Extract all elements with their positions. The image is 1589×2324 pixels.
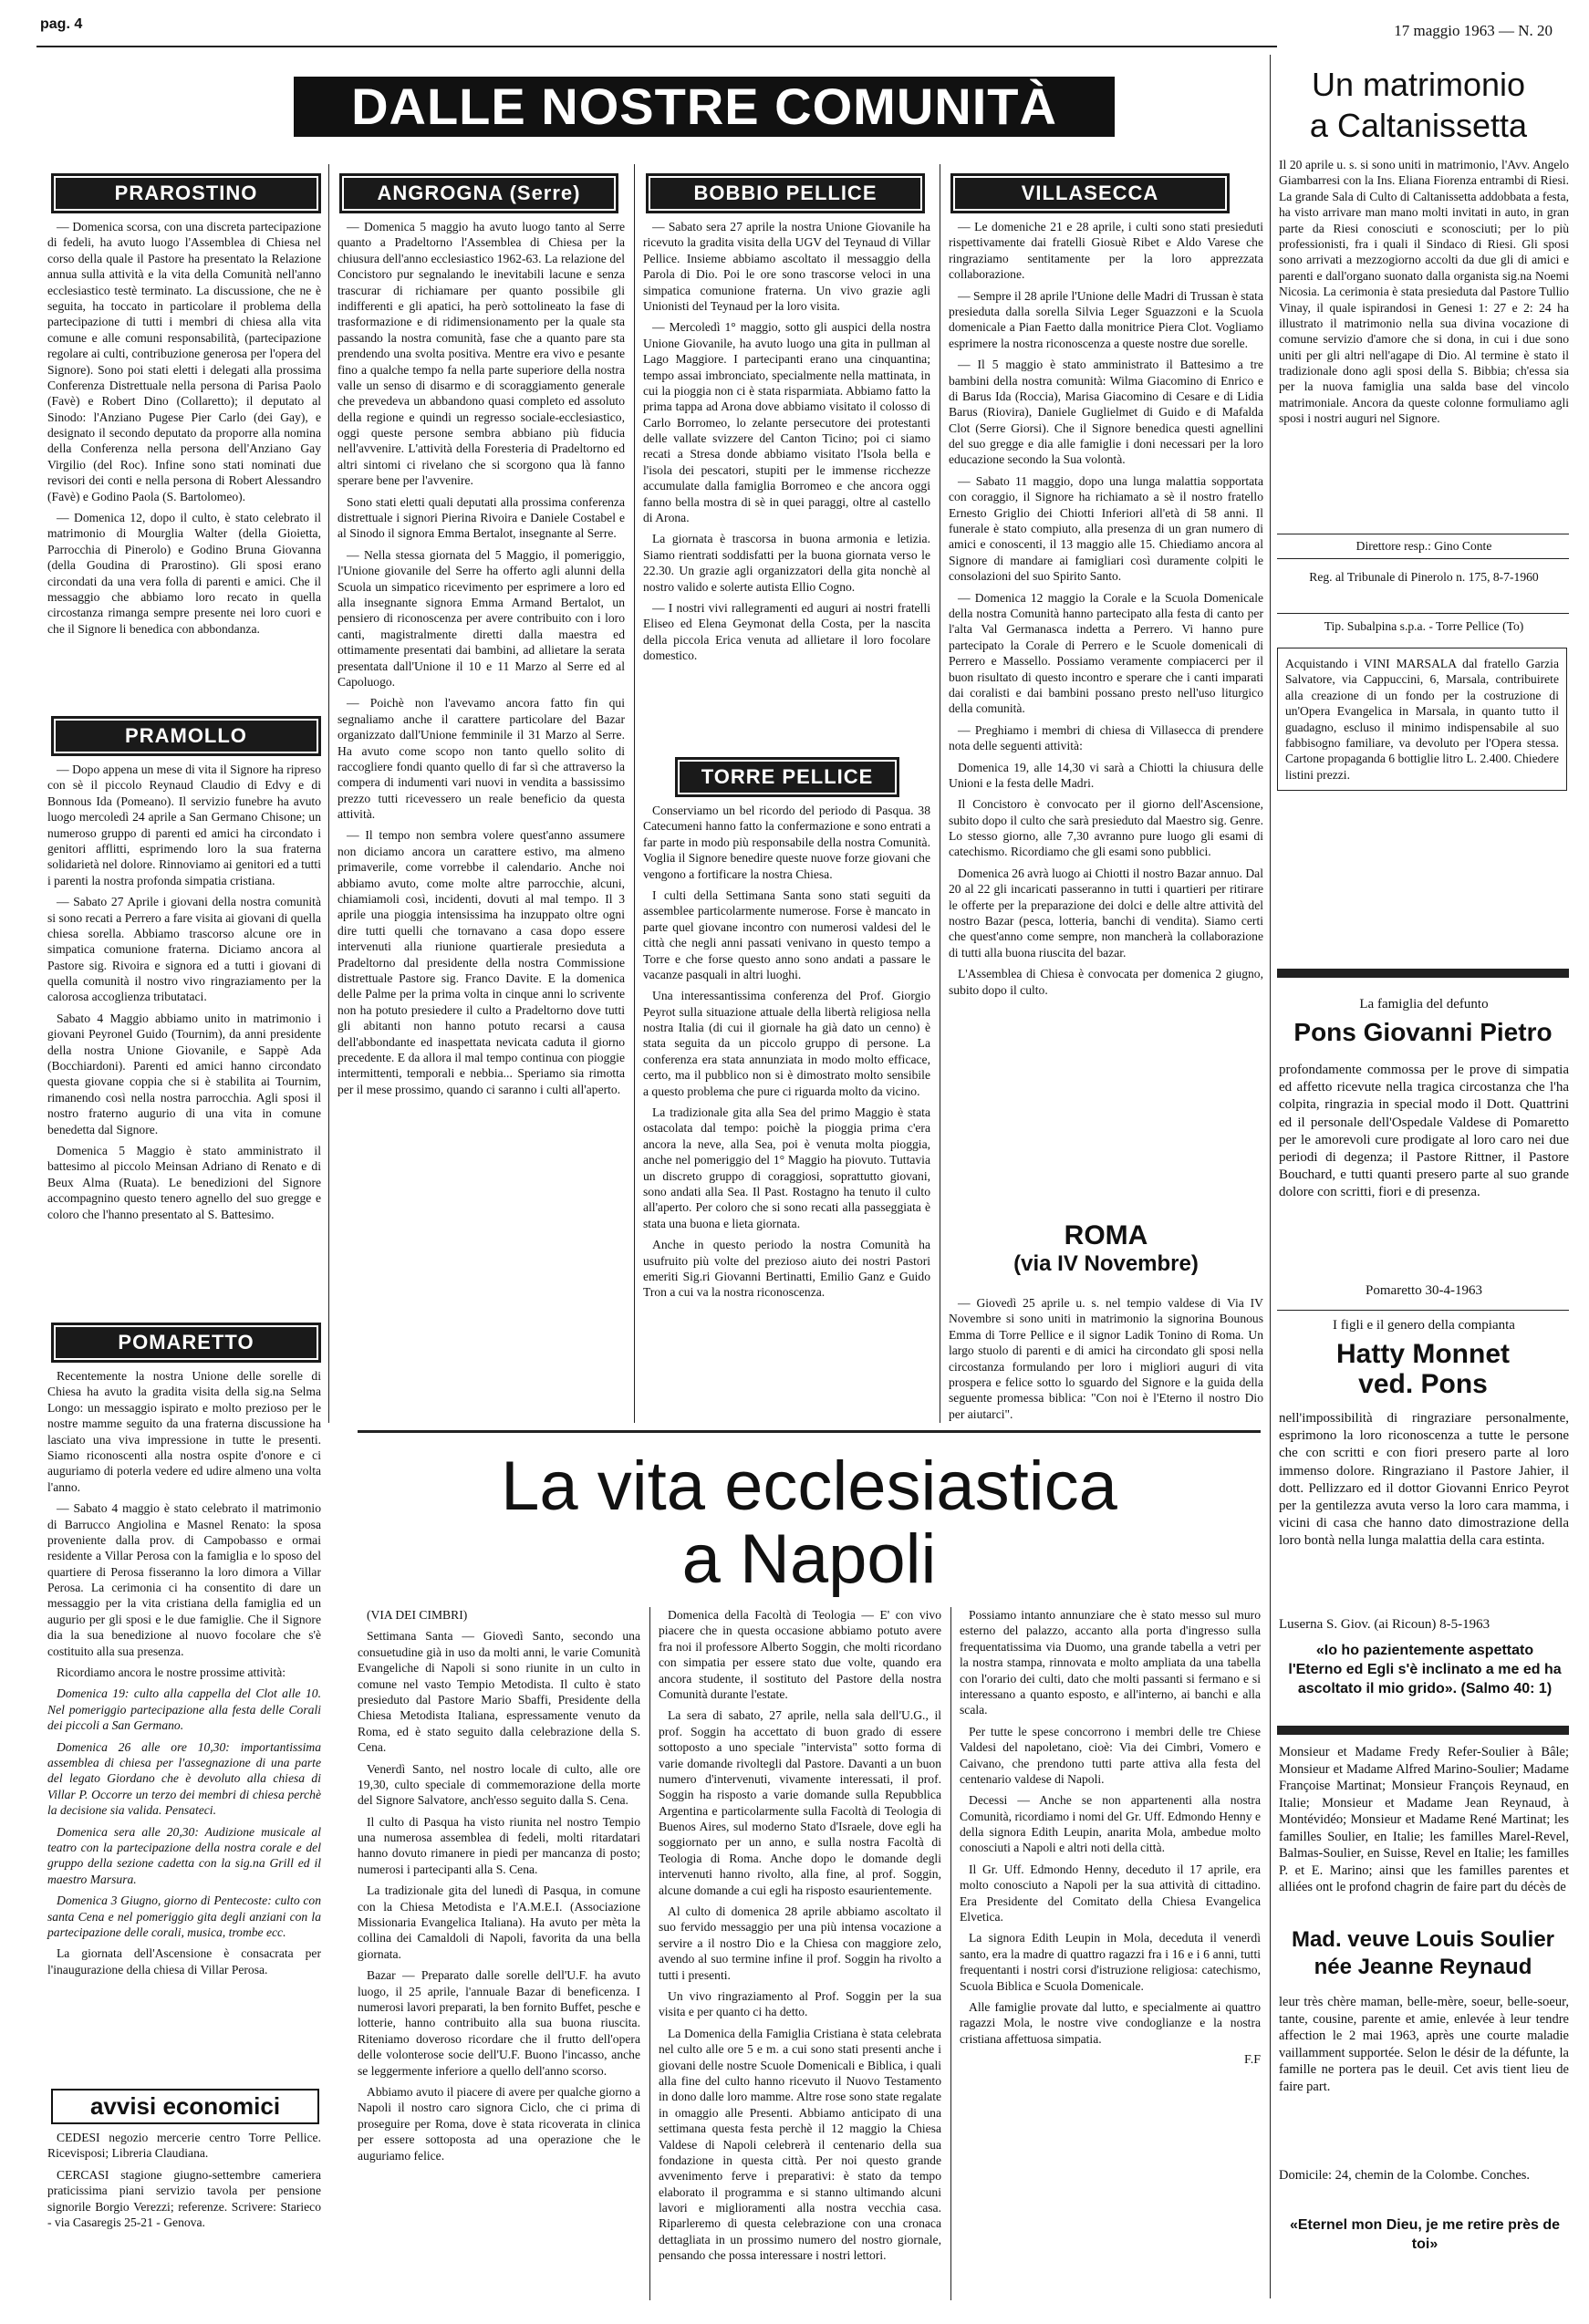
bobbio-para: La giornata è trascorsa in buona armonia e letizia. Siamo rientrati soddisfatti per la buona giornata verso le 22.30. Un grazie agli organizzatori della gita nonchè al nostro valido e solerte autista Ellio Cogno. [643,532,930,594]
torre-para: Conserviamo un bel ricordo del periodo di Pasqua. 38 Catecumeni hanno fatto la confermazione e sono entrati a far parte in modo più responsabile della nostra Comunità. Voglia il Signore benedire queste nuove forze giovani che vengono a fortificare la nostra Chiesa. [643,804,930,881]
pomaretto-column [47,1368,321,1983]
napoli-para: Venerdì Santo, nel nostro locale di culto, alle ore 19,30, culto speciale di commemorazione della morte del Signore Salvatore, anch'esso seguito dalla S. Cena. [358,1761,640,1808]
napoli-para: Alle famiglie provate dal lutto, e specialmente ai quattro ragazzi Mola, le nostre vive condoglianze e la nostra cristiana affettuosa simpatia. [960,1999,1261,2046]
torre-pellice-column [643,803,930,1306]
napoli-para: Abbiamo avuto il piacere di avere per qualche giorno a Napoli il nostro caro signora Ciclo, che ci prima di proseguire per Roma, dove è stata ricoverata in clinica per essere sottoposta ad una operazione che le auguriamo felice. [358,2084,640,2163]
villasecca-para: Il Concistoro è convocato per il giorno dell'Ascensione, subito dopo il culto che sarà presieduto dal Maestro sig. Genre. Lo stesso giorno, alle 7,30 avranno pure luogo gli esami di catechismo. Ricordiamo che gli esami sono pubblici. [949,797,1263,859]
column-divider [1270,55,1271,2298]
obit1-family: La famiglia del defunto [1359,997,1489,1012]
obit1-name: Pons Giovanni Pietro [1293,1018,1553,1046]
roma-heading [949,1220,1263,1277]
ads-column [47,2130,321,2236]
ad-item: CERCASI stagione giugno-settembre cameriera praticissima piani servizio tavola per pensione signorile Borgio Verezzi; referenze. Scrivere: Starieco - via Casaregis 25-21 - Genova. [47,2167,321,2229]
page-number: pag. 4 [40,16,83,32]
pomaretto-para: Ricordiamo ancora le nostre prossime attività: [57,1665,286,1680]
column-divider [950,1607,951,2300]
imprint-reg: Reg. al Tribunale di Pinerolo n. 175, 8-7-1960 [1309,570,1539,584]
ad-item: CEDESI negozio mercerie centro Torre Pellice. Ricevisposi; Libreria Claudiana. [47,2131,321,2161]
obit3-name [1277,1926,1569,1981]
napoli-para: Al culto di domenica 28 aprile abbiamo ascoltato il suo fervido messaggio per una più intensa vocazione a servire a il nostro Dio e la Chiesa con maggiore zelo, avendo al suo termine infine il prof. Soggin ha rivolto a tutti i presenti. [659,1904,941,1982]
thick-rule [1277,1726,1569,1735]
prarostino-para: — Domenica 12, dopo il culto, è stato celebrato il matrimonio di Mourglia Walter (della Gioietta, Parrocchia di Pinerolo) e Godino Bruna Giovanna (della Goudina di Prarostino). Gli sposi erano circondati da una vera folla di parenti e amici. Che il messaggio che abbiamo loro recato in quella circostanza rimanga sempre presente nei loro cuori e che il Signore li benedica con abbondanza. [47,511,321,636]
angrogna-column [338,219,625,1103]
prarostino-header: PRAROSTINO [51,173,321,213]
angrogna-para: — Poichè non l'avevamo ancora fatto fin qui segnaliamo anche il carattere particolare del Bazar organizzato dall'Unione femminile il 31 Marzo al Serre. Ha avuto come scopo non tanto quello solito di raccogliere fondi quanto quello di far sì che attraverso la compera di indumenti vari nuovi in vendita a bassissimo prezzo tutti ricevessero un reale beneficio da questa attività. [338,696,625,822]
napoli-title-line2: a Napoli [681,1520,937,1598]
obit2-place: Luserna S. Giov. (ai Ricoun) 8-5-1963 [1279,1617,1490,1632]
napoli-para: La Domenica della Famiglia Cristiana è stata celebrata nel culto alle ore 5 e m. a cui sono stati presenti anche i giovani delle nostre Scuole Domenicali e Biblica, i quali alla fine del culto hanno ricevuto il Nuovo Testamento in dono dalle loro mamme. Altre rose sono state regalate in omaggio alle Presenti. Abbiamo anticipato di una settimana questa festa perchè il 12 maggio la Chiesa Valdese di Napoli celebrerà il centenario della sua fondazione in questa città. Per noi questo grande avvenimento ferve i preparativi: è stato da tempo elaborato il programma e si stanno ultimando alcuni lavori e miglioramenti alla nostra vecchia casa. Riparleremo di questa celebrazione con una cronaca dettagliata in un prossimo numero del nostro giornale, pensando che possa interessare i nostri lettori. [659,2026,941,2263]
villasecca-para: Domenica 19, alle 14,30 vi sarà a Chiotti la chiusura delle Unioni e la festa delle Madri. [949,760,1263,790]
torre-para: I culti della Settimana Santa sono stati seguiti da assemblee particolarmente numerose. Forse è mancato in parte quel giovane incontro con numerosi valdesi del le città che negli anni passati venivano in questo tempo a Torre e che forse questo anno sono andati a passare le vacanze pasquali in altri luoghi. [643,887,930,981]
napoli-para: La sera di sabato, 27 aprile, nella sala dell'U.G., il prof. Soggin ha accettato di buon grado di essere sottoposto a uno speciale "intervista" sotto forma di varie domande rivoltegli dal Pastore. Davanti a un buon numero d'intervenuti, vivamente interessati, il prof. Soggin ha risposto a varie domande sulla Repubblica Argentina e particolarmente sulla Facoltà di Teologia di Buenos Aires, sul moderno Stato d'Israele, dove egli ha soggiornato per un anno, e sulla nostra Facoltà di Teologia di Roma. Anche dopo le domande degli intervenuti hanno rivolto, alla fine, al prof. Soggin, alcune domande a cui egli ha risposto esaurientemente. [659,1708,941,1897]
torre-pellice-header: TORRE PELLICE [675,757,899,797]
obit2-name-line1: Hatty Monnet [1336,1339,1510,1369]
imprint-director: Direttore resp.: Gino Conte [1355,539,1492,553]
obit2-family: I figli e il genero della compianta [1333,1318,1515,1333]
obit3-name-line2: née Jeanne Reynaud [1314,1955,1532,1979]
thick-rule [1277,969,1569,978]
bobbio-header: BOBBIO PELLICE [646,173,925,213]
villasecca-para: Domenica 26 avrà luogo ai Chiotti il nostro Bazar annuo. Dal 20 al 22 gli incaricati passeranno in tutti i quartieri per ritirare le offerte per la preparazione dei dolci e delle altre attività del nostro Bazar (pesca, lotteria, banchi di vendita). Siamo certi che quest'anno come sempre, non mancherà la collaborazione di tutti alla buona riuscita del bazar. [949,866,1263,960]
pomaretto-para: — Sabato 4 maggio è stato celebrato il matrimonio di Barrucco Angiolina e Masnel Renato: la sposa proveniente dalla prov. di Campobasso e ormai residente a Villar Perosa con la famiglia e lo sposo del quartiere di Perosa fisseranno la loro dimora a Villar Perosa. La cerimonia ci ha consentito di dare un messaggio per la vita cristiana della famiglia ed un augurio per gli sposi e le due famiglie. Che il Signore dia la sua benedizione al nuovo focolare che s'è costituito alla sua presenza. [47,1501,321,1658]
obit3-intro: Monsieur et Madame Fredy Refer-Soulier à Bâle; Monsieur et Madame Alfred Marino-Soulier; Madame Françoise Martinat; Monsieur François Reynaud, en Italie; Monsieur et Madame Jean Reynaud, à Montévidéo; Monsieur et Madame René Martinat; les familles Soulier, en Italie; les familles Marel-Revel, Balmas-Soulier, en Suisse, Revel en Italie; les familles P. et E. Marino; ainsi que les familles parentes et alliées ont le profond chagrin de faire part du décès de [1279,1745,1569,1895]
pramollo-para: Sabato 4 Maggio abbiamo unito in matrimonio i giovani Peyronel Guido (Tournim), da anni presidente della nostra Unione Giovanile, e Sappè Ada (Bocchiardoni). Parenti ed amici hanno circondato questa giovane coppia che si è stabilita ai Tournim, rimanendo così nella nostra parrocchia. Agli sposi il nostro fraterno augurio di una vita in comune benedetta dal Signore. [47,1011,321,1136]
ads-header: avvisi economici [51,2089,319,2124]
marriage-title-line2: a Caltanissetta [1309,107,1528,144]
villasecca-para: — Sempre il 28 aprile l'Unione delle Madri di Trussan è stata presieduta dalla sorella Silvia Leger Sguazzoni e la Scuola domenicale a Pian Faetto dalla monitrice Piera Clot. Vogliamo esprimere la nostra riconoscenza a queste nostre due sorelle. [949,288,1263,350]
angrogna-para: — Nella stessa giornata del 5 Maggio, il pomeriggio, l'Unione giovanile del Serre ha offerto agli alunni della Scuola un simpatico ricevimento per esprimere a loro ed alla insegnante signora Emma Armand Bertalot, un pensiero di riconoscenza per avere contribuito con i loro canti, magistralmente diretti dalla maestra ed ottimamente presentati dai bambini, ad allietare la serata presentata dall'Unione il 10 e 11 Marzo al Serre ed al Capoluogo. [338,547,625,689]
obit2-verse: «Io ho pazientemente aspettato l'Eterno ed Egli s'è inclinato a me ed ha ascoltato il mio grido». (Salmo 40: 1) [1288,1643,1562,1696]
marriage-title [1277,64,1560,146]
wine-ad: Acquistando i VINI MARSALA dal fratello Garzia Salvatore, via Cappuccini, 6, Marsala, contribuirete alla creazione di un fondo per la costruzione di un'Opera Evangelica in Marsala, in quanto tutto il guadagno, escluso il minimo indispensabile al suo fabbisogno familiare, va devoluto per l'Opera stessa. Cartone propaganda 6 bottiglie litro L. 2.400. Chiedere listini prezzi. [1277,648,1567,791]
torre-para: Anche in questo periodo la nostra Comunità ha usufruito più volte del prezioso aiuto dei nostri Pastori emeriti Sig.ri Giovanni Bertinatti, Emilio Ganz e Guido Tron a cui va la nostra riconoscenza. [643,1238,930,1300]
obit3-text: leur très chère maman, belle-mère, soeur, belle-soeur, tante, cousine, parente et amie, enlevée à leur tendre affection le 2 mai 1963, après une courte maladie vaillamment supportée. Selon le désir de la défunte, la famille ne portera pas le deuil. Cet avis tient lieu de faire part. [1279,1995,1569,2094]
villasecca-header: VILLASECCA [950,173,1230,213]
column-divider [328,164,329,1423]
napoli-col3 [960,1607,1261,2069]
angrogna-para: Sono stati eletti quali deputati alla prossima conferenza distrettuale i signori Pierina Rivoira e Daniele Costabel e al Sinodo il signora Emma Bertalot, insegnante al Serre. [338,494,625,541]
prarostino-column [47,219,321,642]
napoli-para: Bazar — Preparato dalle sorelle dell'U.F. ha avuto luogo, il 25 aprile, l'annuale Bazar di beneficenza. I numerosi lavori preparati, la ben fornito Buffet, pesche e lotterie, hanno contribuito alla sua buona riuscita. Riteniamo doveroso ricordare che il frutto dell'opera delle volonterose socie dell'U.F. Buono l'incasso, anche se leggermente inferiore a quello dell'anno scorso. [358,1968,640,2078]
pomaretto-para: Domenica 19: culto alla cappella del Clot alle 10. Nel pomeriggio partecipazione alla festa delle Corali dei piccoli a San Germano. [47,1686,321,1733]
roma-title: ROMA [1064,1220,1148,1250]
bobbio-para: — Sabato sera 27 aprile la nostra Unione Giovanile ha ricevuto la gradita visita della UGV del Teynaud di Villar Pellice. Insieme abbiamo ascoltato il messaggio della Parola di Dio. Poi le ore sono trascorse veloci in una simpatica comunione fraterna. Un vivo grazie agli Unionisti del Teynaud per la loro visita. [643,220,930,313]
pomaretto-para: La giornata dell'Ascensione è consacrata per l'inaugurazione della chiesa di Villar Perosa. [47,1946,321,1976]
napoli-signature: F.F [1244,2053,1261,2068]
column-divider [649,1607,650,2300]
villasecca-para: — Sabato 11 maggio, dopo una lunga malattia sopportata con coraggio, il Signore ha richiamato a sè il nostro fratello Ernesto Griglio dei Chiotti Inferiori all'età di 58 anni. Il funerale è stato compiuto, alla presenza di un gran numero di amici e conoscenti, il 13 maggio alle 15. Chiediamo ancora al Signore di mandare ai famigliari così duramente colpiti le consolazioni del suo Spirito Santo. [949,473,1263,584]
pomaretto-header: POMARETTO [51,1323,321,1363]
obit1-text: profondamente commossa per le prove di simpatia ed affetto ricevute nella tragica circostanza che l'ha colpita, ringrazia in special modo il Dott. Quattrini ed il personale dell'Ospedale Valdese di Pomaretto per le amorevoli cure prodigate al loro caro nei due periodi di degenza; il Pastore Rittner, il Pastore Bouchard, e tutti quanti presero parte al suo grande dolore con scritti, fiori e di presenza. [1279,1063,1569,1200]
pramollo-header: PRAMOLLO [51,716,321,756]
obit2-text: nell'impossibilità di ringraziare personalmente, esprimono la loro riconoscenza a tutte le persone che con scritti e con fiori presero parte al loro immenso dolore. Ringraziano il Pastore Jahier, il dott. Pellizzaro ed il dottor Giovanni Enrico Peyrot per la gentilezza avuta verso la loro cara mamma, i vicini di casa che hanno dato dimostrazione della loro bontà nella lunga malattia della cara estinta. [1279,1411,1569,1549]
obit2-name-line2: ved. Pons [1358,1369,1488,1399]
angrogna-para: — Domenica 5 maggio ha avuto luogo tanto al Serre quanto a Pradeltorno l'Assemblea di Chiesa per la chiusura dell'anno ecclesiastico 1962-63. La relazione del Concistoro pur segnalando le inevitabili lacune e senza trascurar di richiamare per quanto possibile gli indifferenti e gli apatici, ha però sottolineato la fase di trasformazione e di ridimensionamento per la quale sta passando la nostra comunità, fase che a quanto pare sta prendendo una svolta positiva. Mentre era vivo e pesante fino a qualche tempo fa nella parte superiore della nostra valle un senso di disarmo e di scoraggiamento generale che prevedeva un abbandono quasi completo ed assoluto della regione e quindi un regresso sociale-ecclesiastico, oggi queste persone sembra abbiano più fiducia nell'avvenire. L'attività della Foresteria di Pradeltorno ed altri sintomi ci rivelano che si scorgono qua là fanno sperare bene per l'avvenire. [338,220,625,488]
pramollo-para: — Sabato 27 Aprile i giovani della nostra comunità si sono recati a Perrero a fare visita ai giovani di quella chiesa sorella. Abbiamo trascorso alcune ore in simpatica comunione fraterna. Diciamo ancora al Pastore sig. Rivoira e signora ed a tutti i giovani di quella comunità il nostro vivo ringraziamento per la calorosa accoglienza tributataci. [47,895,321,1004]
villasecca-para: — Preghiamo i membri di chiesa di Villasecca di prendere nota delle seguenti attività: [949,722,1263,753]
obit2-name [1277,1339,1569,1399]
imprint-typography: Tip. Subalpina s.p.a. - Torre Pellice (To) [1324,619,1524,633]
bobbio-para: — Mercoledì 1° maggio, sotto gli auspici della nostra Unione Giovanile, ha avuto luogo una gita in pullman al Lago Maggiore. I partecipanti erano una cinquantina; tempo assai imbronciato, specialmente nella mattinata, in cui la pioggia non ci è stata risparmiata. Abbiamo fatto la prima tappa ad Arona dove abbiamo visitato il colosso di Carlo Borromeo, lo zelante persecutore dei protestanti delle vallate svizzere del Canton Ticino; poi ci siamo recati a Stresa donde abbiamo visitato l'Isola bella e l'isola dei pescatori, stupiti per le immense ricchezze accumulate dalla famiglia Borromeo e che ancora oggi fanno bella mostra di sè in quei paraggi, oltre al castello di Arona. [643,320,930,525]
angrogna-para: — Il tempo non sembra volere quest'anno assumere non diciamo ancora un carattere estivo, ma almeno primaverile, come vorrebbe il calendario. Anche noi abbiamo avuto, come molte altre parrocchie, alcuni, chiamiamoli così, incidenti, dovuti al mal tempo. Il 3 aprile una pioggia intensissima ha inzuppato oltre ogni dire tutti quelli che tornavano a casa dopo essere intervenuti alla riunione quartierale presieduta a Pradeltorno dal presidente della nostra Commissione distrettuale Pastore sig. Franco Davite. E la domenica delle Palme per la prima volta in cinque anni lo scrivente non ha potuto presiedere il culto a Pradeltorno dove tutti gli abitanti non hanno potuto recarsi a causa dell'abbondante ed inaspettata nevicata caduta il giorno precedente. E da allora il mal tempo continua con pioggie intermittenti, temporali e nebbia... Speriamo sia rimotta per il mese prossimo, quando ci saranno i culti all'aperto. [338,828,625,1096]
pomaretto-para: Domenica sera alle 20,30: Audizione musicale al teatro con la partecipazione della nostra corale e del gruppo della sezione cadetta con la sig.na Grill ed il maestro Marsura. [47,1824,321,1886]
napoli-para: Il culto di Pasqua ha visto riunita nel nostro Tempio una numerosa assemblea di fedeli, molti ritardatari hanno dovuto rimanere in piedi per mancanza di posto; numerosi i partecipanti alla S. Cena. [358,1814,640,1876]
napoli-para: Settimana Santa — Giovedì Santo, secondo una consuetudine già in uso da molti anni, le varie Comunità Evangeliche di Napoli si sono riunite in un culto in comune nel vasto Tempio Metodista. Il culto è stato presieduto dal Pastore Mario Sbaffi, Presidente della Chiesa Metodista Italiana, espressamente venuto da Roma, ed è stato seguito dalla celebrazione della S. Cena. [358,1629,640,1755]
obit3-verse: «Eternel mon Dieu, je me retire près de toi» [1289,2217,1561,2252]
angrogna-header: ANGROGNA (Serre) [339,173,618,213]
villasecca-para: L'Assemblea di Chiesa è convocata per domenica 2 giugno, subito dopo il culto. [949,967,1263,997]
top-rule [36,46,1277,47]
roma-column [949,1295,1263,1427]
napoli-para: Domenica della Facoltà di Teologia — E' con vivo piacere che in questa occasione abbiamo potuto avere fra noi il professore Alberto Soggin, che molti ricordano con simpatia per essere stato due volte, quando era ancora studente, il sostituto del Pastore della nostra Comunità durante l'estate. [659,1608,941,1701]
napoli-para: Per tutte le spese concorrono i membri delle tre Chiese Valdesi del napoletano, cioè: Via dei Cimbri, Vomero e Caivano, che prendono tutti parte attiva alla festa del centenario valdese di Napoli. [960,1724,1261,1786]
obit3-name-line1: Mad. veuve Louis Soulier [1291,1927,1555,1952]
villasecca-column [949,219,1263,1003]
napoli-para: (VIA DEI CIMBRI) [367,1608,468,1622]
villasecca-para: — Domenica 12 maggio la Corale e la Scuola Domenicale della nostra Comunità hanno partecipato alla festa di canto per l'alta Val Germanasca indetta a Perrero. Vi hanno pure partecipato la Corale di Perrero e le Scuole domenicali di Perrero e Massello. Possiamo veramente compiacerci per il buon risultato di questo incontro e sperare che i canti imparati dai coralisti e dai bambini possano presto nell'uso liturgico della comunità. [949,590,1263,716]
pramollo-para: — Dopo appena un mese di vita il Signore ha ripreso con sè il piccolo Reynaud Claudio di Edvy e di Bonnous Ida (Pomeano). Il servizio funebre ha avuto luogo mercoledì 24 aprile a San Germano Chisone; un numeroso gruppo di parenti ed amici ha circondato i genitori afflitti, esprimendo loro la sua fraterna solidarietà nel dolore. Rinnoviamo ai genitori ed a tutti i parenti la nostra profonda simpatia cristiana. [47,763,321,887]
napoli-para: Un vivo ringraziamento al Prof. Soggin per la sua visita e per quanto ci ha detto. [659,1988,941,2019]
marriage-title-line1: Un matrimonio [1311,66,1526,103]
roma-para: — Giovedì 25 aprile u. s. nel tempio valdese di Via IV Novembre si sono uniti in matrimonio la signorina Bounous Emma di Torre Pellice e il signor Ladik Tonino di Roma. Un largo stuolo di parenti e di amici ha circondato gli sposi nella circostanza formulando per loro i migliori auguri di vita prospera e felice sotto lo sguardo del Signore e la guida della seguente promessa biblica: "Con noi è l'Eterno il nostro Dio per aiutarci". [949,1296,1263,1421]
napoli-para: La tradizionale gita del lunedì di Pasqua, in comune con la Chiesa Metodista e l'A.M.E.I. (Associazione Missionaria Evangelica Italiana). Ha avuto per mèta la collina dei Camaldoli di Napoli, favorita da una bella giornata. [358,1883,640,1961]
napoli-para: Decessi — Anche se non appartenenti alla nostra Comunità, ricordiamo i nomi del Gr. Uff. Edmondo Henny e della signora Edith Leupin, anarita Mola, ambedue molto conosciuti a Napoli e altri noti della città. [960,1793,1261,1855]
napoli-para: Il Gr. Uff. Edmondo Henny, deceduto il 17 aprile, era molto conosciuto a Napoli per la sua attività di cittadino. Era Presidente del Comitato della Chiesa Evangelica Elvetica. [960,1862,1261,1925]
napoli-title-line1: La vita ecclesiastica [501,1447,1117,1525]
villasecca-para: — Il 5 maggio è stato amministrato il Battesimo a tre bambini della nostra comunità: Wilma Giacomino di Enrico e di Barus Ida (Roccia), Marisa Giacomino di Cesare e di Lidia Barus (Riovira), Daniele Guglielmet di Guido e di Mafalda Clot (Serre Giorsi). Che il Signore benedica questi agnellini del suo gregge e dia alle famiglie i doni necessari per la loro educazione secondo la Sua volontà. [949,358,1263,467]
bobbio-column [643,219,930,669]
torre-para: La tradizionale gita alla Sea del primo Maggio è stata ostacolata dal tempo: poichè la pioggia prima c'era ancora la neve, alla Sea, poi è venuta molta pioggia, anche nel pomeriggio del 1° Maggio ha piovuto. Tuttavia un discreto gruppo di coraggiosi, soprattutto giovani, sono andati alla Sea. Il Past. Rostagno ha tenuto il culto all'aperto. Per coloro che si sono recati alla passeggiata è stata una buona e lieta giornata. [643,1105,930,1230]
prarostino-para: — Domenica scorsa, con una discreta partecipazione di fedeli, ha avuto luogo l'Assemblea di Chiesa nel corso della quale il Pastore ha presentato la Relazione annua sulla attività e la vita della Comunità nell'anno ecclesiastico testè terminato. La discussione, che ne è seguita, ha toccato in particolare il problema della partecipazione di tutti i membri di chiesa alla vita comune e alle comuni responsabilità, (partecipazione regolare ai culti, contribuzione generosa per l'opera del Signore). Sono poi stati eletti i delegati alla prossima Conferenza Distrettuale nella persona di Parisa Paolo (Favè) e Robert Dino (Collaretto); il deputato al Sinodo: l'Anziano Pugese Pier Carlo (dei Gay), e designato il secondo deputato da proporre alla nomina della Conferenza nella persona dell'Anziano Gay Virgilio (del Roc). Infine sono stati nominati due revisori dei conti e nella persona di Robert Alessandro (Favè) e Godino Paola (S. Bartolomeo). [47,220,321,503]
divider [1277,558,1569,559]
obit3-domicile: Domicile: 24, chemin de la Colombe. Conches. [1279,2168,1531,2183]
pramollo-para: Domenica 5 Maggio è stato amministrato il battesimo al piccolo Meinsan Adriano di Renato e di Beux Alma (Ruata). Le benedizioni del Signore accompagnino questo tenero agnello del suo gregge e coloro che l'hanno presentato al S. Battesimo. [47,1143,321,1221]
napoli-top-rule [358,1430,1261,1433]
villasecca-para: — Le domeniche 21 e 28 aprile, i culti sono stati presieduti rispettivamente dai fratelli Giosuè Ribet e Aldo Varese che ringraziamo sentitamente per la loro apprezzata collaborazione. [949,220,1263,282]
napoli-para: La signora Edith Leupin in Mola, deceduta il venerdì santo, era la madre di quattro ragazzi fra i 16 e i 6 anni, tutti frequentanti i nostri corsi d'istruzione religiosa: catechismo, Scuola Biblica e Scuola Domenicale. [960,1931,1261,1993]
divider [1277,613,1569,614]
divider [1277,1310,1569,1311]
obit1-place: Pomaretto 30-4-1963 [1366,1283,1482,1298]
section-banner: DALLE NOSTRE COMUNITÀ [294,77,1115,137]
pomaretto-para: Recentemente la nostra Unione delle sorelle di Chiesa ha avuto la gradita visita della sig.na Selma Longo: un messaggio ispirato e molto prezioso per le nostre mamme seguito da una fraterna discussione ha lasciato una viva impressione in tutte le presenti. Siamo riconoscenti alla nostra ospite d'onore e ci auguriamo di poterla vedere ed udire almeno una volta l'anno. [47,1369,321,1494]
torre-para: Una interessantissima conferenza del Prof. Giorgio Peyrot sulla situazione attuale della libertà religiosa nella nostra Italia (di cui il giornale ha già dato un cenno) è stata seguita da un piccolo gruppo di persone. La conferenza era stata annunziata in modo molto efficace, certo, ma il pubblico non si è dimostrato molto sensibile a questo problema che pure ci riguarda molto da vicino. [643,989,930,1098]
roma-subtitle: (via IV Novembre) [1013,1251,1199,1276]
issue-date: 17 maggio 1963 — N. 20 [1394,22,1553,39]
pramollo-column [47,762,321,1228]
bobbio-para: — I nostri vivi rallegramenti ed auguri ai nostri fratelli Eliseo ed Elena Geymonat della Costa, per la nascita della piccola Erica venuta ad allietare il loro focolare domestico. [643,600,930,663]
napoli-title [358,1447,1261,1598]
marriage-text: Il 20 aprile u. s. si sono uniti in matrimonio, l'Avv. Angelo Giambarresi con la Ins. Eliana Fiorenza entrambi di Riesi. La grande Sala di Culto di Caltanissetta addobbata a festa, ha visto arrivare man mano molti invitati in auto, in gran parte da Riesi conosciuti e sconosciuti; per lo più professionisti, fra i quali il Sindaco di Riesi. Gli sposi sono arrivati a mezzogiorno accolti da due gli di amici e parenti e dall'organo suonato dalla organista sig.na Noemi Nicosia. La cerimonia è stata presieduta dal Pastore Tullio Vinay, il quale ispirandosi in Genesi 1: 27 e 2: 24 ha illustrato il matrimonio nella sua divina vocazione di comune servizio d'amore che si dona, in cui i due sono uniti per gli altri nell'agape di Dio. Al termine è stato il tradizionale dono agli sposi della S. Bibbia; ch'essa sia per la nuova famiglia una salda base del vincolo matrimoniale. Ancora da queste colonne formuliamo agli sposi i nostri auguri nel Signore. [1279,158,1569,426]
napoli-col2 [659,1607,941,2269]
napoli-para: Possiamo intanto annunziare che è stato messo sul muro esterno del palazzo, accanto alla porta d'ingresso sulla frequentatissima via Duomo, una grande tabella a vetri per la nostra stampa, rinnovata e molto ampliata da una tabella con l'orario dei culti, dato che molti passanti si fermano e si interessano a quanto esposto, e all'interno, ai banchi e alla scala. [960,1608,1261,1717]
pomaretto-para: Domenica 3 Giugno, giorno di Pentecoste: culto con santa Cena e nel pomeriggio gita degli anziani con la partecipazione delle corali, musica, trombe ecc. [47,1893,321,1939]
napoli-col1 [358,1607,640,2169]
column-divider [634,164,635,1423]
pomaretto-para: Domenica 26 alle ore 10,30: importantissima assemblea di chiesa per l'assegnazione di una parte del legato Giordano che è devoluto alla chiesa di Villar P. Occorre un terzo dei membri di chiesa perchè la decisione sia valida. Pensateci. [47,1739,321,1818]
